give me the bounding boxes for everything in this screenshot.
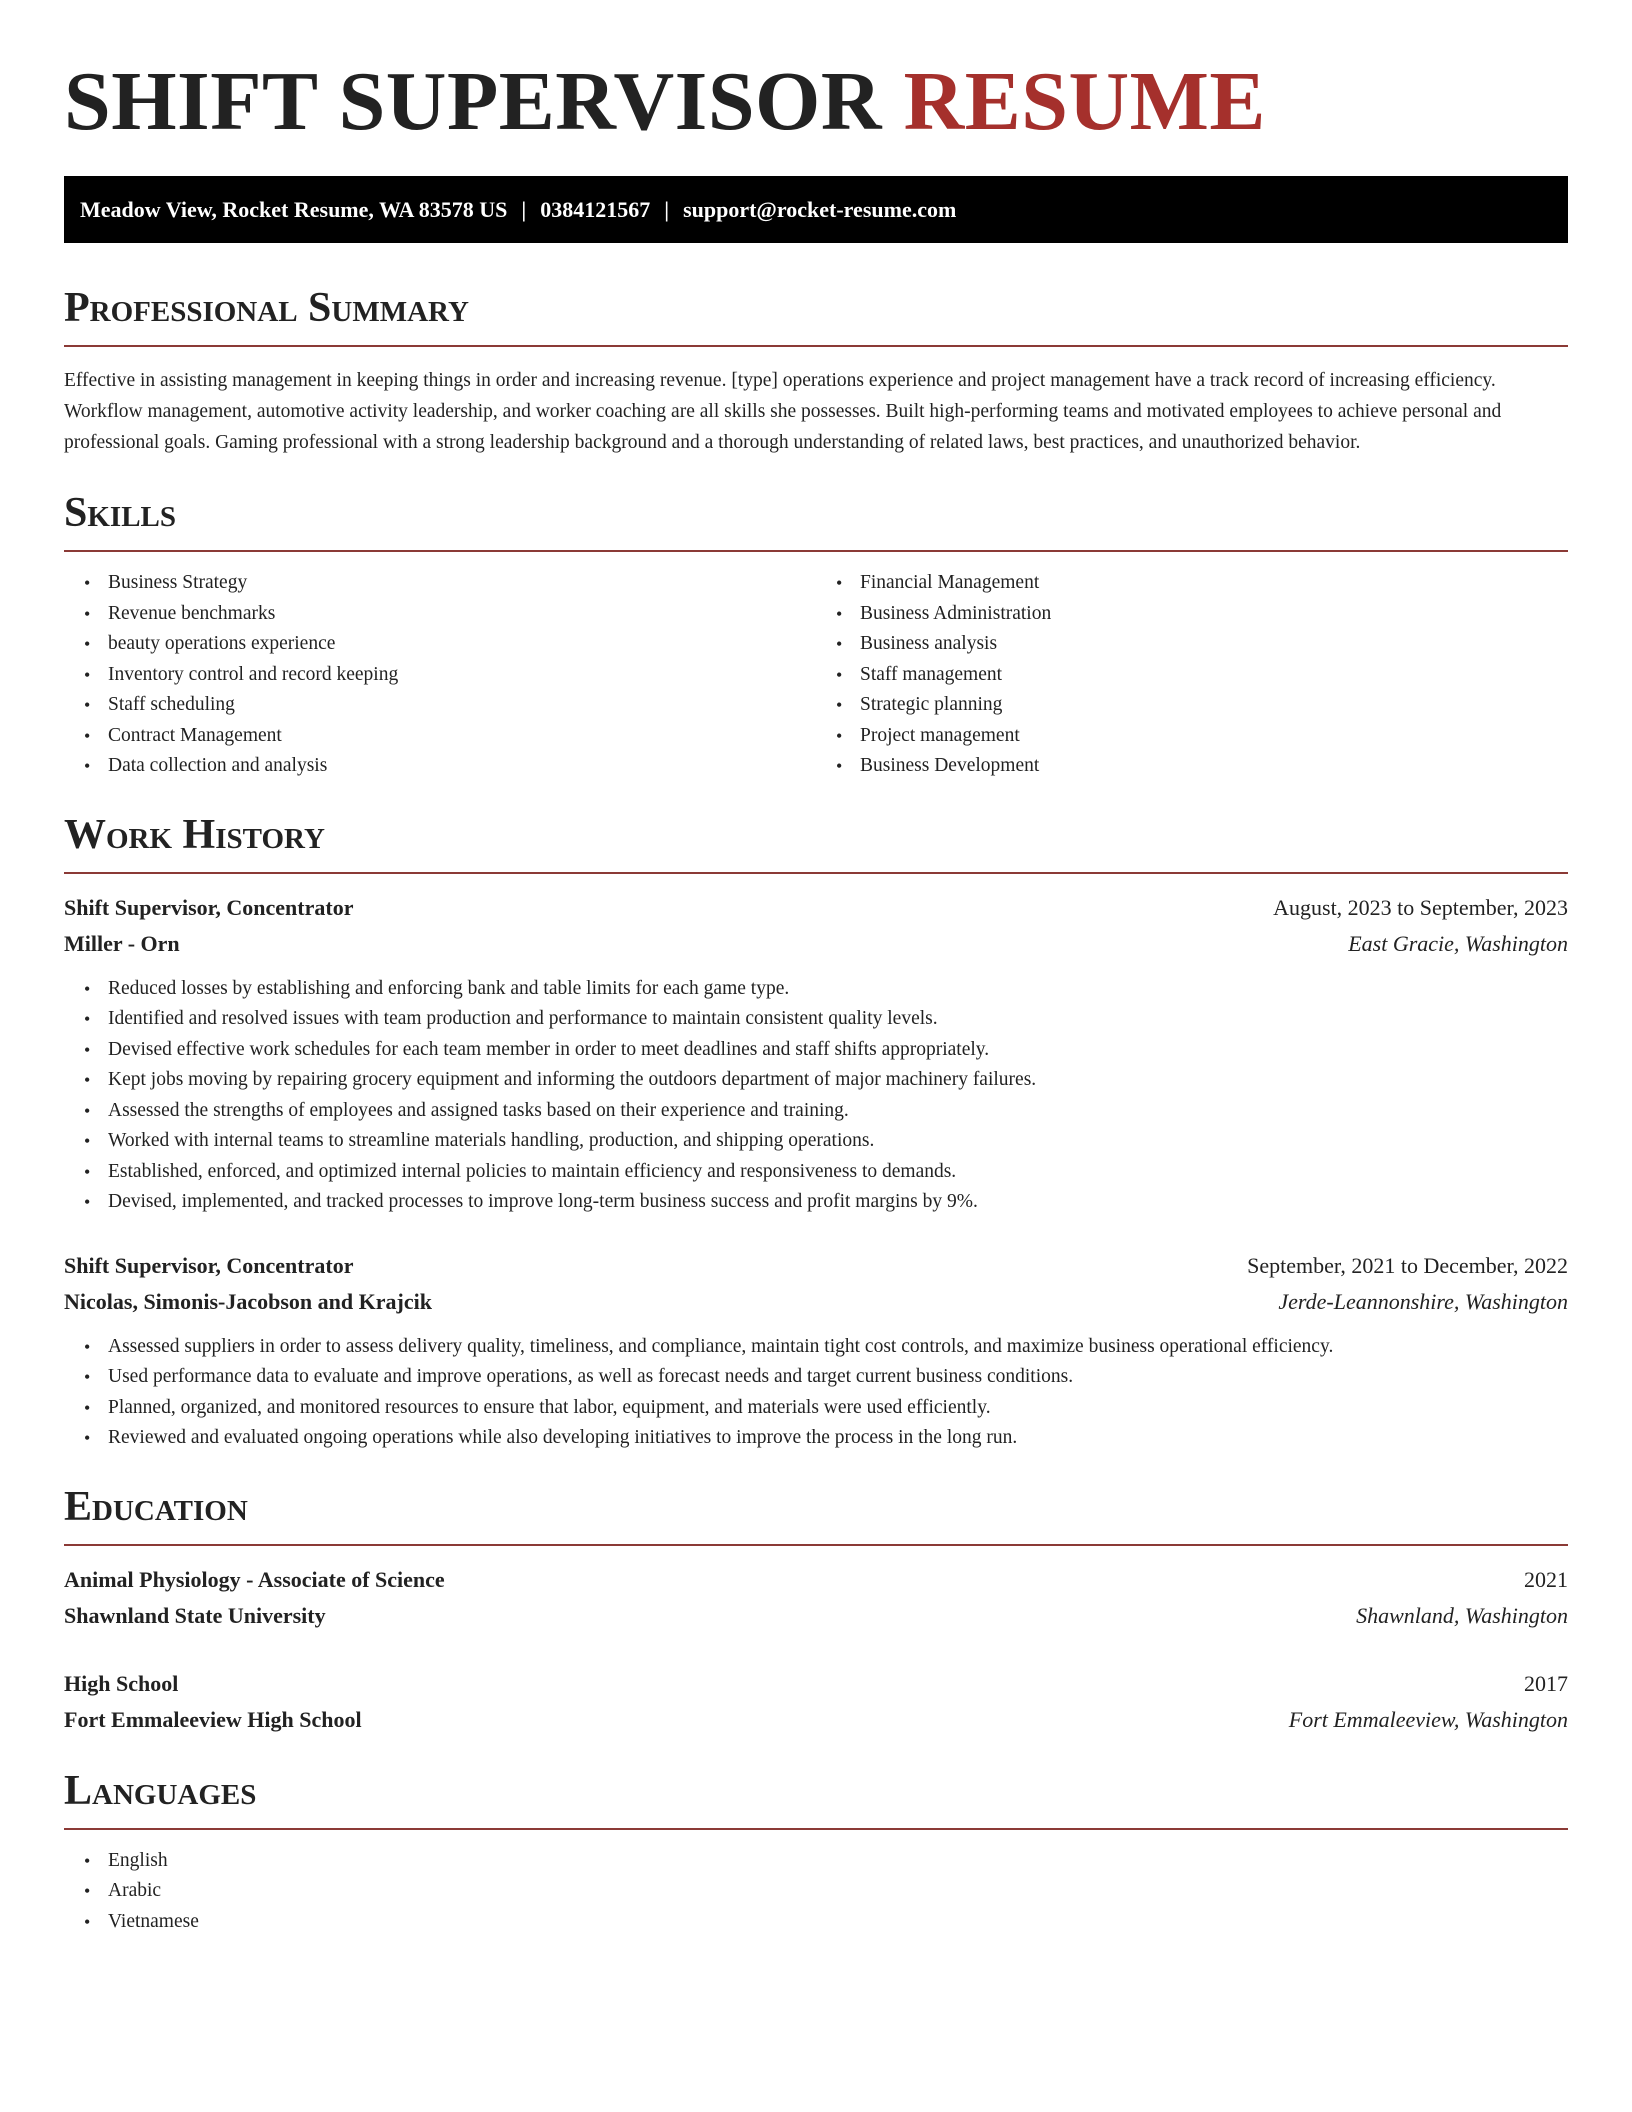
section-heading-skills: Skills [64, 488, 1568, 552]
education-year: 2021 [1524, 1566, 1568, 1592]
skill-item: • Revenue benchmarks [108, 599, 816, 630]
job-header-row [64, 890, 1568, 926]
skill-item: • Inventory control and record keeping [108, 660, 816, 691]
job-bullet: • Worked with internal teams to streamline materials handling, production, and shipping operations. [108, 1126, 1568, 1157]
job-title: Shift Supervisor, Concentrator [64, 894, 354, 920]
contact-bar [64, 176, 1568, 243]
skill-item: • Strategic planning [860, 690, 1568, 721]
job-bullets [64, 974, 1568, 1218]
job-dates: September, 2021 to December, 2022 [1247, 1252, 1568, 1278]
education-entry [64, 1666, 1568, 1738]
language-item: • English [108, 1846, 1568, 1877]
skill-item: • Project management [860, 721, 1568, 752]
education-location: Shawnland, Washington [1356, 1602, 1568, 1628]
language-item: • Arabic [108, 1876, 1568, 1907]
language-item: • Vietnamese [108, 1907, 1568, 1938]
section-heading-summary: Professional Summary [64, 283, 1568, 347]
skill-item: • Business Development [860, 751, 1568, 782]
section-heading-work-history: Work History [64, 810, 1568, 874]
job-entry [64, 1248, 1568, 1454]
job-location: Jerde-Leannonshire, Washington [1278, 1288, 1568, 1314]
job-entry [64, 890, 1568, 1218]
job-company: Nicolas, Simonis-Jacobson and Krajcik [64, 1288, 432, 1314]
job-company: Miller - Orn [64, 930, 180, 956]
job-bullet: • Assessed suppliers in order to assess delivery quality, timeliness, and compliance, maintain tight cost controls, and maximize business operational efficiency. [108, 1332, 1568, 1363]
skill-item: • Business analysis [860, 629, 1568, 660]
skill-item: • Contract Management [108, 721, 816, 752]
education-degree: High School [64, 1670, 179, 1696]
contact-address: Meadow View, Rocket Resume, WA 83578 US [80, 196, 508, 222]
skill-item: • Staff scheduling [108, 690, 816, 721]
education-degree: Animal Physiology - Associate of Science [64, 1566, 445, 1592]
education-header-row [64, 1666, 1568, 1702]
job-dates: August, 2023 to September, 2023 [1273, 894, 1568, 920]
education-school: Fort Emmaleeview High School [64, 1706, 362, 1732]
skills-column-right [816, 568, 1568, 782]
job-bullet: • Reduced losses by establishing and enforcing bank and table limits for each game type. [108, 974, 1568, 1005]
skills-list [64, 568, 1568, 782]
job-company-row [64, 1284, 1568, 1320]
skills-column-left [64, 568, 816, 782]
contact-separator: | [521, 196, 527, 222]
section-heading-education: Education [64, 1482, 1568, 1546]
education-header-row [64, 1562, 1568, 1598]
job-bullet: • Devised effective work schedules for each team member in order to meet deadlines and staff shifts appropriately. [108, 1035, 1568, 1066]
job-bullet: • Established, enforced, and optimized internal policies to maintain efficiency and responsiveness to demands. [108, 1157, 1568, 1188]
job-title: Shift Supervisor, Concentrator [64, 1252, 354, 1278]
job-bullet: • Kept jobs moving by repairing grocery equipment and informing the outdoors department of major machinery failures. [108, 1065, 1568, 1096]
job-bullet: • Planned, organized, and monitored resources to ensure that labor, equipment, and materials were used efficiently. [108, 1393, 1568, 1424]
title-main: SHIFT SUPERVISOR [64, 55, 883, 148]
section-heading-languages: Languages [64, 1766, 1568, 1830]
job-bullet: • Devised, implemented, and tracked processes to improve long-term business success and profit margins by 9%. [108, 1187, 1568, 1218]
skill-item: • Data collection and analysis [108, 751, 816, 782]
job-header-row [64, 1248, 1568, 1284]
education-school: Shawnland State University [64, 1602, 326, 1628]
contact-separator: | [664, 196, 670, 222]
contact-phone: 0384121567 [540, 196, 651, 222]
education-school-row [64, 1702, 1568, 1738]
education-location: Fort Emmaleeview, Washington [1288, 1706, 1568, 1732]
job-bullets [64, 1332, 1568, 1454]
contact-email[interactable]: support@rocket-resume.com [683, 196, 957, 222]
job-bullet: • Used performance data to evaluate and improve operations, as well as forecast needs and target current business conditions. [108, 1362, 1568, 1393]
skill-item: • beauty operations experience [108, 629, 816, 660]
title-accent: RESUME [903, 55, 1266, 148]
skill-item: • Business Strategy [108, 568, 816, 599]
languages-list [64, 1846, 1568, 1938]
job-company-row [64, 926, 1568, 962]
skill-item: • Business Administration [860, 599, 1568, 630]
education-year: 2017 [1524, 1670, 1568, 1696]
job-bullet: • Identified and resolved issues with team production and performance to maintain consistent quality levels. [108, 1004, 1568, 1035]
summary-text: Effective in assisting management in keeping things in order and increasing revenue. [type] operations experience and project management have a track record of increasing efficiency. Workflow management, automotive activity leadership, and worker coaching are all skills she possesses. Built high-performing teams and motivated employees to achieve personal and professional goals. Gaming professional with a strong leadership background and a thorough understanding of related laws, best practices, and unauthorized behavior. [64, 370, 1502, 453]
skill-item: • Staff management [860, 660, 1568, 691]
education-school-row [64, 1598, 1568, 1634]
job-bullet: • Reviewed and evaluated ongoing operations while also developing initiatives to improve the process in the long run. [108, 1423, 1568, 1454]
resume-title [64, 52, 1568, 152]
job-bullet: • Assessed the strengths of employees and assigned tasks based on their experience and training. [108, 1096, 1568, 1127]
education-entry [64, 1562, 1568, 1634]
skill-item: • Financial Management [860, 568, 1568, 599]
job-location: East Gracie, Washington [1348, 930, 1568, 956]
